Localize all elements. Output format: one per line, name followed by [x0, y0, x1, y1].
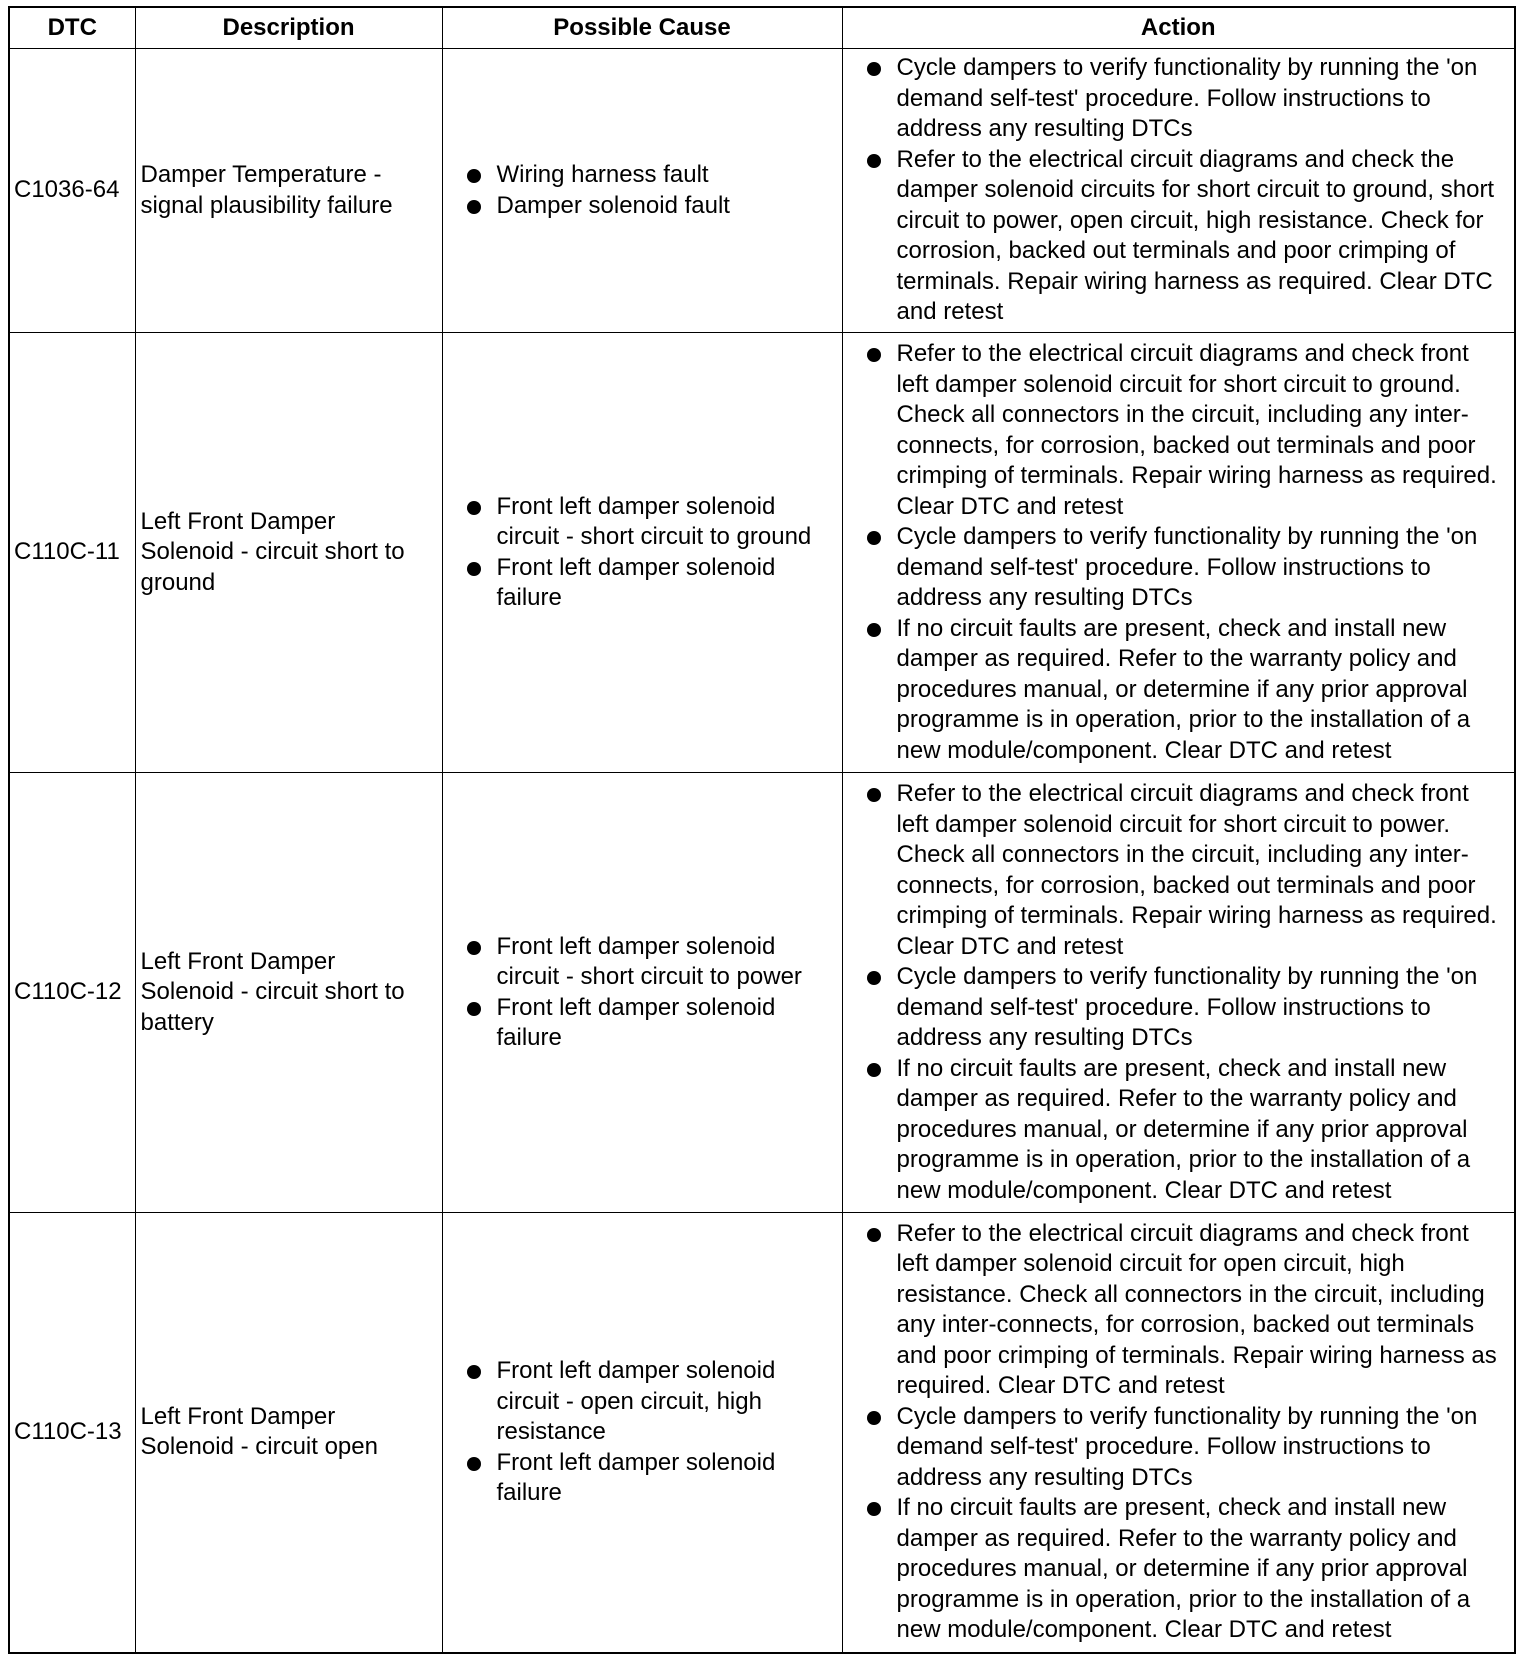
cause-item: Front left damper solenoid failure [463, 1448, 836, 1509]
cause-list [463, 932, 836, 1054]
action-item: If no circuit faults are present, check and install new damper as required. Refer to the warranty policy and procedures manual, or determine if any prior approval programme is in operation, prior to the installation of a new module/component. Clear DTC and retest [863, 1054, 1507, 1207]
header-dtc: DTC [9, 7, 135, 49]
cause-item: Front left damper solenoid circuit - open circuit, high resistance [463, 1356, 836, 1448]
action-cell [842, 1213, 1515, 1653]
table-row [9, 773, 1515, 1213]
dtc-description: Left Front Damper Solenoid - circuit short to battery [135, 773, 442, 1213]
action-item: If no circuit faults are present, check and install new damper as required. Refer to the warranty policy and procedures manual, or determine if any prior approval programme is in operation, prior to the installation of a new module/component. Clear DTC and retest [863, 1493, 1507, 1646]
action-list [863, 1219, 1507, 1646]
action-cell [842, 49, 1515, 333]
possible-cause-cell [442, 333, 842, 773]
action-cell [842, 333, 1515, 773]
header-action: Action [842, 7, 1515, 49]
table-row [9, 49, 1515, 333]
dtc-code: C110C-13 [9, 1213, 135, 1653]
dtc-description: Left Front Damper Solenoid - circuit open [135, 1213, 442, 1653]
cause-item: Front left damper solenoid circuit - short circuit to ground [463, 492, 836, 553]
action-item: Cycle dampers to verify functionality by running the 'on demand self-test' procedure. Follow instructions to address any resulting DTCs [863, 522, 1507, 614]
table-row [9, 333, 1515, 773]
dtc-code: C110C-12 [9, 773, 135, 1213]
dtc-description: Damper Temperature - signal plausibility failure [135, 49, 442, 333]
action-item: Cycle dampers to verify functionality by running the 'on demand self-test' procedure. Follow instructions to address any resulting DTCs [863, 53, 1507, 145]
possible-cause-cell [442, 1213, 842, 1653]
possible-cause-cell [442, 49, 842, 333]
cause-list [463, 160, 836, 221]
cause-item: Front left damper solenoid failure [463, 993, 836, 1054]
table-row [9, 1213, 1515, 1653]
cause-item: Damper solenoid fault [463, 191, 836, 222]
possible-cause-cell [442, 773, 842, 1213]
cause-list [463, 492, 836, 614]
cause-item: Front left damper solenoid circuit - short circuit to power [463, 932, 836, 993]
action-list [863, 779, 1507, 1206]
dtc-code: C110C-11 [9, 333, 135, 773]
action-list [863, 339, 1507, 766]
header-cause: Possible Cause [442, 7, 842, 49]
action-item: Refer to the electrical circuit diagrams and check front left damper solenoid circuit for short circuit to ground. Check all connectors in the circuit, including any inter-connects, for corrosion, backed out terminals and poor crimping of terminals. Repair wiring harness as required. Clear DTC and retest [863, 339, 1507, 522]
action-item: Refer to the electrical circuit diagrams and check front left damper solenoid circuit for open circuit, high resistance. Check all connectors in the circuit, including any inter-connects, for corrosion, backed out terminals and poor crimping of terminals. Repair wiring harness as required. Clear DTC and retest [863, 1219, 1507, 1402]
cause-item: Front left damper solenoid failure [463, 553, 836, 614]
action-item: Cycle dampers to verify functionality by running the 'on demand self-test' procedure. Follow instructions to address any resulting DTCs [863, 962, 1507, 1054]
action-cell [842, 773, 1515, 1213]
dtc-table [8, 6, 1516, 1654]
action-list [863, 53, 1507, 328]
dtc-description: Left Front Damper Solenoid - circuit short to ground [135, 333, 442, 773]
action-item: If no circuit faults are present, check and install new damper as required. Refer to the warranty policy and procedures manual, or determine if any prior approval programme is in operation, prior to the installation of a new module/component. Clear DTC and retest [863, 614, 1507, 767]
dtc-code: C1036-64 [9, 49, 135, 333]
action-item: Cycle dampers to verify functionality by running the 'on demand self-test' procedure. Follow instructions to address any resulting DTCs [863, 1402, 1507, 1494]
action-item: Refer to the electrical circuit diagrams and check front left damper solenoid circuit for short circuit to power. Check all connectors in the circuit, including any inter-connects, for corrosion, backed out terminals and poor crimping of terminals. Repair wiring harness as required. Clear DTC and retest [863, 779, 1507, 962]
header-description: Description [135, 7, 442, 49]
cause-item: Wiring harness fault [463, 160, 836, 191]
header-row [9, 7, 1515, 49]
action-item: Refer to the electrical circuit diagrams and check the damper solenoid circuits for short circuit to ground, short circuit to power, open circuit, high resistance. Check for corrosion, backed out terminals and poor crimping of terminals. Repair wiring harness as required. Clear DTC and retest [863, 145, 1507, 328]
cause-list [463, 1356, 836, 1509]
